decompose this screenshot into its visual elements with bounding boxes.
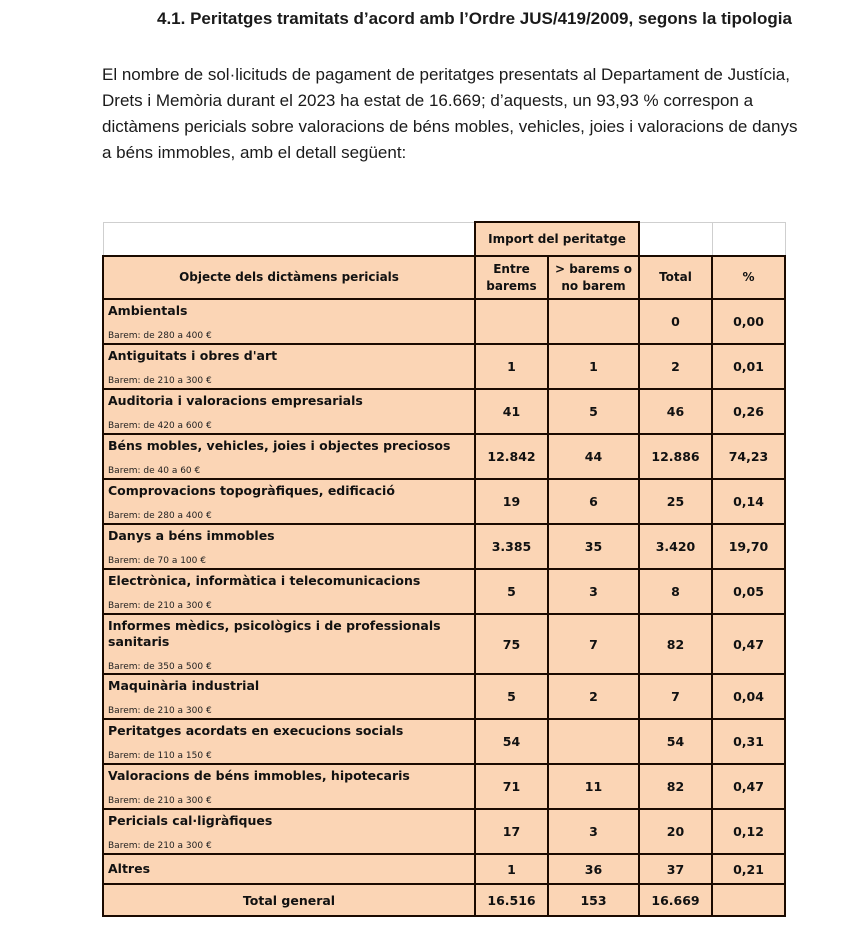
intro-paragraph: El nombre de sol·licituds de pagament de peritatges presentats al Departament de Justícia, Drets i Memòria durant el 2023 ha estat de 16.669; d’aquests, un 93,93 % correspon a dictàmens pericials sobre valoracions de béns mobles, vehicles, joies i valoracions de danys a béns immobles, amb el detall següent: bbox=[102, 65, 798, 162]
category-cell bbox=[103, 719, 475, 764]
barem-range: Barem: de 70 a 100 € bbox=[108, 556, 206, 566]
percent-value: 0,21 bbox=[712, 854, 785, 884]
percent-value: 0,47 bbox=[712, 614, 785, 674]
total-value: 7 bbox=[639, 674, 712, 719]
header-category: Objecte dels dictàmens pericials bbox=[103, 256, 475, 299]
entre-barems-value: 41 bbox=[475, 389, 548, 434]
barem-range: Barem: de 210 a 300 € bbox=[108, 601, 212, 611]
category-name: Electrònica, informàtica i telecomunicacions bbox=[108, 573, 421, 588]
entre-barems-value: 17 bbox=[475, 809, 548, 854]
category-cell bbox=[103, 854, 475, 884]
percent-value: 74,23 bbox=[712, 434, 785, 479]
percent-value: 0,00 bbox=[712, 299, 785, 344]
percent-value: 0,01 bbox=[712, 344, 785, 389]
table-row bbox=[103, 719, 785, 764]
entre-barems-value: 3.385 bbox=[475, 524, 548, 569]
table-row bbox=[103, 809, 785, 854]
category-name: Comprovacions topogràfiques, edificació bbox=[108, 483, 395, 498]
category-name: Danys a béns immobles bbox=[108, 528, 275, 543]
total-value: 8 bbox=[639, 569, 712, 614]
barem-range: Barem: de 110 a 150 € bbox=[108, 751, 212, 761]
total-value: 12.886 bbox=[639, 434, 712, 479]
percent-value: 0,05 bbox=[712, 569, 785, 614]
barem-range: Barem: de 420 a 600 € bbox=[108, 421, 212, 431]
category-cell bbox=[103, 344, 475, 389]
over-barems-value bbox=[548, 719, 639, 764]
category-cell bbox=[103, 434, 475, 479]
category-cell bbox=[103, 299, 475, 344]
empty-header-cell bbox=[639, 222, 712, 256]
header-percent: % bbox=[712, 256, 785, 299]
over-barems-value: 44 bbox=[548, 434, 639, 479]
total-value: 3.420 bbox=[639, 524, 712, 569]
peritatges-table bbox=[102, 221, 786, 917]
barem-range: Barem: de 350 a 500 € bbox=[108, 662, 212, 672]
header-total: Total bbox=[639, 256, 712, 299]
category-name: Altres bbox=[108, 861, 151, 876]
over-barems-value: 1 bbox=[548, 344, 639, 389]
table-row bbox=[103, 614, 785, 674]
over-barems-value: 5 bbox=[548, 389, 639, 434]
over-barems-value: 3 bbox=[548, 569, 639, 614]
total-percent bbox=[712, 884, 785, 916]
total-value: 0 bbox=[639, 299, 712, 344]
total-value: 82 bbox=[639, 614, 712, 674]
category-name: Antiguitats i obres d'art bbox=[108, 348, 278, 363]
empty-header-cell bbox=[712, 222, 785, 256]
table-row bbox=[103, 479, 785, 524]
category-cell bbox=[103, 674, 475, 719]
table-row bbox=[103, 389, 785, 434]
percent-value: 0,12 bbox=[712, 809, 785, 854]
entre-barems-value bbox=[475, 299, 548, 344]
total-value: 46 bbox=[639, 389, 712, 434]
barem-range: Barem: de 210 a 300 € bbox=[108, 796, 212, 806]
total-total: 16.669 bbox=[639, 884, 712, 916]
total-value: 20 bbox=[639, 809, 712, 854]
total-label: Total general bbox=[103, 884, 475, 916]
percent-value: 0,14 bbox=[712, 479, 785, 524]
over-barems-value: 35 bbox=[548, 524, 639, 569]
group-header-import: Import del peritatge bbox=[475, 222, 639, 256]
total-value: 25 bbox=[639, 479, 712, 524]
entre-barems-value: 75 bbox=[475, 614, 548, 674]
category-name: Auditoria i valoracions empresarials bbox=[108, 393, 363, 408]
table-row bbox=[103, 569, 785, 614]
barem-range: Barem: de 210 a 300 € bbox=[108, 376, 212, 386]
table-row bbox=[103, 434, 785, 479]
table-row bbox=[103, 854, 785, 884]
entre-barems-value: 54 bbox=[475, 719, 548, 764]
category-name: Béns mobles, vehicles, joies i objectes preciosos bbox=[108, 438, 451, 453]
entre-barems-value: 12.842 bbox=[475, 434, 548, 479]
category-name: Informes mèdics, psicològics i de professionals sanitaris bbox=[108, 618, 441, 649]
entre-barems-value: 1 bbox=[475, 344, 548, 389]
category-cell bbox=[103, 524, 475, 569]
entre-barems-value: 19 bbox=[475, 479, 548, 524]
entre-barems-value: 71 bbox=[475, 764, 548, 809]
percent-value: 0,47 bbox=[712, 764, 785, 809]
over-barems-value: 36 bbox=[548, 854, 639, 884]
total-over: 153 bbox=[548, 884, 639, 916]
over-barems-value: 2 bbox=[548, 674, 639, 719]
section-heading: 4.1. Peritatges tramitats d’acord amb l’Ordre JUS/419/2009, segons la tipologia bbox=[157, 9, 792, 28]
over-barems-value: 6 bbox=[548, 479, 639, 524]
entre-barems-value: 5 bbox=[475, 569, 548, 614]
barem-range: Barem: de 210 a 300 € bbox=[108, 841, 212, 851]
percent-value: 0,26 bbox=[712, 389, 785, 434]
over-barems-value: 11 bbox=[548, 764, 639, 809]
category-name: Ambientals bbox=[108, 303, 188, 318]
table-row bbox=[103, 299, 785, 344]
header-entre-barems: Entre barems bbox=[475, 256, 548, 299]
table-row bbox=[103, 344, 785, 389]
total-value: 37 bbox=[639, 854, 712, 884]
category-cell bbox=[103, 764, 475, 809]
over-barems-value: 7 bbox=[548, 614, 639, 674]
category-name: Pericials cal·ligràfiques bbox=[108, 813, 273, 828]
over-barems-value: 3 bbox=[548, 809, 639, 854]
barem-range: Barem: de 280 a 400 € bbox=[108, 511, 212, 521]
total-value: 54 bbox=[639, 719, 712, 764]
percent-value: 19,70 bbox=[712, 524, 785, 569]
barem-range: Barem: de 40 a 60 € bbox=[108, 466, 201, 476]
category-cell bbox=[103, 569, 475, 614]
barem-range: Barem: de 210 a 300 € bbox=[108, 706, 212, 716]
table-row bbox=[103, 524, 785, 569]
category-name: Peritatges acordats en execucions socials bbox=[108, 723, 404, 738]
percent-value: 0,31 bbox=[712, 719, 785, 764]
over-barems-value bbox=[548, 299, 639, 344]
category-name: Maquinària industrial bbox=[108, 678, 260, 693]
entre-barems-value: 1 bbox=[475, 854, 548, 884]
percent-value: 0,04 bbox=[712, 674, 785, 719]
table-row bbox=[103, 674, 785, 719]
total-value: 2 bbox=[639, 344, 712, 389]
entre-barems-value: 5 bbox=[475, 674, 548, 719]
category-cell bbox=[103, 809, 475, 854]
total-value: 82 bbox=[639, 764, 712, 809]
category-cell bbox=[103, 479, 475, 524]
barem-range: Barem: de 280 a 400 € bbox=[108, 331, 212, 341]
category-cell bbox=[103, 389, 475, 434]
category-cell bbox=[103, 614, 475, 674]
total-entre: 16.516 bbox=[475, 884, 548, 916]
header-over-barems: > barems o no barem bbox=[548, 256, 639, 299]
table-row bbox=[103, 764, 785, 809]
category-name: Valoracions de béns immobles, hipotecaris bbox=[108, 768, 410, 783]
empty-header-cell bbox=[103, 222, 475, 256]
